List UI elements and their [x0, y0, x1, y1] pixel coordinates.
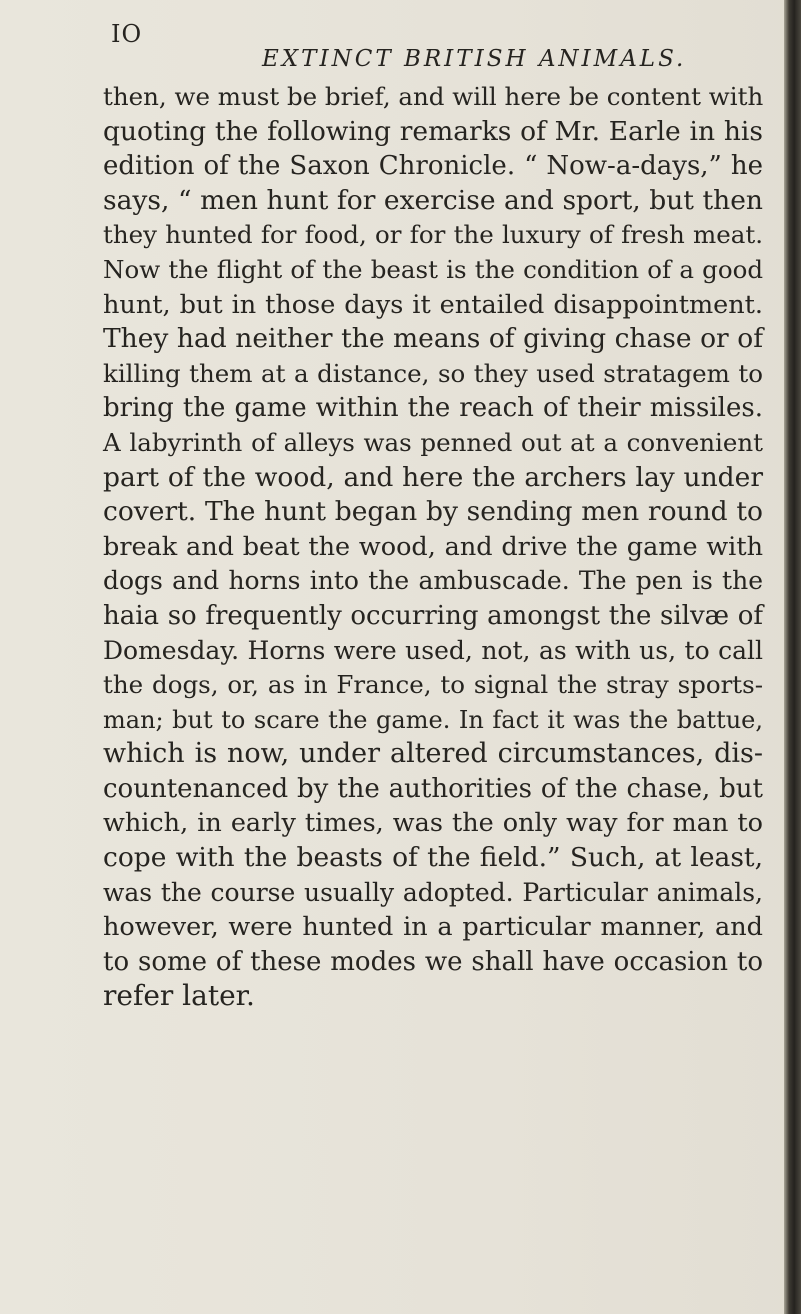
text-line: which is now, under altered circumstances, dis- [103, 738, 763, 770]
text-line: refer later. [103, 979, 255, 1013]
text-line: haia so frequently occurring amongst the silvæ of [103, 600, 763, 631]
text-line: they hunted for food, or for the luxury of fresh meat. [103, 220, 763, 250]
text-line: edition of the Saxon Chronicle. “ Now-a-days,” he [103, 151, 763, 182]
text-line: killing them at a distance, so they used stratagem to [103, 358, 763, 388]
text-line: covert. The hunt began by sending men round to [103, 496, 763, 528]
text-line: the dogs, or, as in France, to signal the stray sports- [103, 670, 763, 700]
text-line: cope with the beasts of the field.” Such, at least, [103, 842, 763, 874]
page-edge-shadow [784, 0, 801, 1314]
text-line: break and beat the wood, and drive the game with [103, 531, 763, 562]
text-line: Now the flight of the beast is the condition of a good [103, 254, 763, 284]
running-head: EXTINCT BRITISH ANIMALS. [262, 46, 687, 72]
text-line: bring the game within the reach of their missiles. [103, 393, 763, 424]
text-line: A labyrinth of alleys was penned out at a convenient [103, 427, 763, 457]
text-line: quoting the following remarks of Mr. Earle in his [103, 115, 763, 147]
text-line: countenanced by the authorities of the chase, but [103, 773, 763, 804]
text-line: to some of these modes we shall have occasion to [103, 946, 763, 977]
text-line: then, we must be brief, and will here be content with [103, 82, 764, 111]
text-line: which, in early times, was the only way for man to [103, 808, 763, 839]
text-line: They had neither the means of giving chase or of [103, 323, 763, 355]
text-line: Domesday. Horns were used, not, as with us, to call [103, 635, 763, 665]
body-text [103, 80, 763, 1014]
text-line: part of the wood, and here the archers lay under [103, 461, 763, 493]
text-line: man; but to scare the game. In fact it was the battue, [103, 705, 763, 734]
page-number: IO [111, 20, 143, 48]
text-line: however, were hunted in a particular manner, and [103, 912, 763, 943]
text-line: hunt, but in those days it entailed disappointment. [103, 289, 763, 320]
text-line: says, “ men hunt for exercise and sport, but then [103, 184, 763, 216]
text-line: dogs and horns into the ambuscade. The pen is the [103, 566, 763, 596]
text-line: was the course usually adopted. Particular animals, [103, 877, 763, 907]
